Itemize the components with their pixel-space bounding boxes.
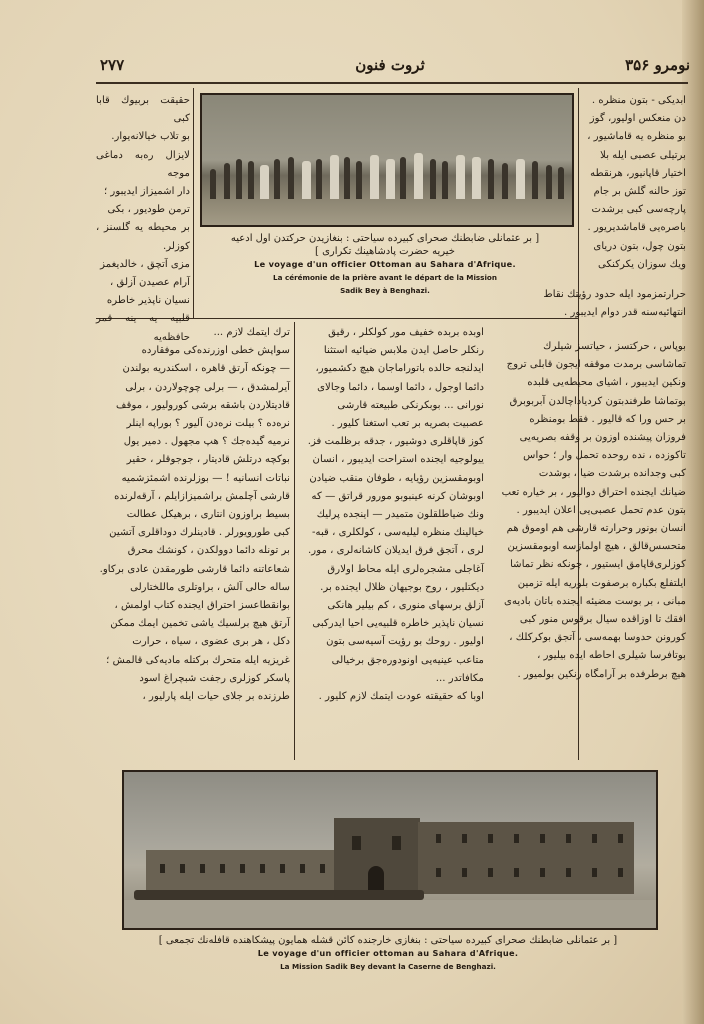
window <box>514 868 519 877</box>
text-line: مبانی ، بر بوست مضیئه ایجنده باتان بادیه‌ی <box>503 595 686 607</box>
figure1-caption-french-1: Le voyage d'un officier Ottoman au Sahara d'Afrique. <box>254 259 516 269</box>
figure-silhouette <box>386 159 395 199</box>
text-line: فروزان پیشنده اوزون بر وقفه بصریه‌یی <box>519 432 686 444</box>
figure-silhouette <box>274 159 280 199</box>
text-line: اوبده بربده خفیف مور كولكلر ، رقیق <box>328 327 484 338</box>
figure-silhouette <box>400 157 406 199</box>
text-line: بر حس ورا كه قالیور . فقط بومنظره <box>529 413 686 425</box>
figure1-caption-turkish-2: خیریه حضرت پادشاهینك تكراری ] <box>315 246 455 257</box>
text-line: ساله حالی آلش ، براوتلری ماللختارلی <box>130 581 290 593</box>
text-line: دكل ، هر بری عضوی ، سیاه ، حرارت <box>132 636 290 648</box>
column-left-bottom <box>96 324 290 764</box>
figure1-caption-turkish-1: [ بر عثمانلی ضابطنك صحرای كبیرده سیاحتی : بنغازیدن حركتدن اول ادعیه <box>230 233 540 244</box>
text-line: مزی آتچق ، خالدیغمز <box>100 258 190 270</box>
window <box>618 834 623 843</box>
figure2-caption <box>122 934 654 973</box>
figure-silhouette <box>288 157 294 199</box>
figure-silhouette <box>370 155 379 199</box>
text-line: ویك سوزان یكركنكی <box>598 258 686 270</box>
text-line: تماشاسی برمدت موقفه ایجون قابلی تروج <box>506 359 686 371</box>
text-line: دار اشمیزاز ایدیبور ؛ <box>103 186 190 198</box>
window <box>300 864 305 873</box>
text-line: بوكچه درتلش قاديتار ، جوجوقلر ، حقیر <box>126 454 290 466</box>
text-line: تاكوزده ، نده روحده تحمل وار ؛ حواس <box>523 450 686 462</box>
figure-silhouette <box>532 161 538 199</box>
ground <box>124 900 656 928</box>
text-line: قارشی آچلمش براشمیزازایلم ، آرقه‌لرنده <box>114 490 290 502</box>
figure2-caption-french-2: La Mission Sadik Bey devant la Caserne de Benghazi. <box>280 962 496 971</box>
text-line: ییولوجیه ایجنده استراحت ایدیبور ، انسان <box>312 454 484 466</box>
window <box>566 868 571 877</box>
barracks-photo <box>122 770 658 930</box>
text-line: ترمن طودیور ، بكی <box>107 204 190 216</box>
text-line: شعاعاتنه دائما قارشی طورمقدن عادی بركاو. <box>99 563 290 575</box>
text-line: آغاجلی مشجره‌لری ایله محاط اولارق <box>327 563 484 575</box>
text-line: حقیقت بربیوك قابا كبی <box>96 95 190 125</box>
text-line: اوبوشان كرنه عینبوبو مورور قراتق — كه <box>311 490 484 502</box>
figure-silhouette <box>302 161 311 199</box>
text-line: بوپاس ، حركتسز ، حیاتسز شیلرك <box>543 341 686 352</box>
window <box>200 864 205 873</box>
figure-silhouette <box>260 165 269 199</box>
figure1-caption <box>200 232 570 297</box>
text-line: ابدیكی - بتون منظره . <box>591 95 686 106</box>
text-line: رنكلر حاصل ایدن ملابس ضیائیه استثنا <box>323 345 484 357</box>
text-line: پارچه‌سی كبی برشدت <box>591 204 686 216</box>
window <box>566 834 571 843</box>
text-line: باصره‌یی قاماشدیریور . <box>587 222 686 234</box>
journal-title: ثروت فنون <box>355 56 425 74</box>
figure-silhouette <box>430 159 436 199</box>
page-number: ۲۷۷ <box>100 56 125 74</box>
text-line: حرارتمزمود ایله حدود رؤیتك نقاط <box>543 289 686 300</box>
figure-silhouette <box>472 157 481 199</box>
text-line: مكافاتدر ... <box>435 672 484 684</box>
figure2-caption-french-1: Le voyage d'un officier ottoman au Sahara d'Afrique. <box>257 948 519 958</box>
figure1-caption-french-2: La cérémonie de la prière avant le départ de la Mission <box>273 273 497 282</box>
window <box>592 834 597 843</box>
window <box>352 836 361 850</box>
window <box>160 864 165 873</box>
column-rule-center <box>294 322 295 760</box>
text-line: نباتات انسانیه ! — بوزلرنده اشمئزشمیه <box>121 472 290 484</box>
text-line: قاديتلاردن باشقه برشی كوروليور ، موقف <box>116 399 290 411</box>
text-line: بوانقطاعسز احتراق ایجنده كتاب اولمش ، <box>114 600 290 612</box>
text-line: انسان بونور وحرارته قارشی هم اوموق هم <box>506 523 686 535</box>
figure-silhouette <box>210 169 216 199</box>
text-line: انتهائیه‌سنه قدر دوام ایدیبور . <box>563 307 686 319</box>
window <box>462 868 467 877</box>
text-line: متاعب عینیه‌یی اونودوره‌جق برخیالی <box>331 654 484 666</box>
window <box>436 868 441 877</box>
text-line: بو منظره یه قاماشیور ، <box>587 131 686 143</box>
text-line: خیالینك منظره لیلیه‌سی ، كولكلری ، قبه- <box>312 527 484 539</box>
text-line: — چونكه آرتق قاهره ، اسكندریه بولندن <box>122 363 290 375</box>
text-line: ونك ضیاطلقلون متمیدر — اینجده پرلیك <box>316 509 484 521</box>
window <box>240 864 245 873</box>
header-rule <box>96 82 688 84</box>
text-line: كوز قاپاقلری دوشیور ، جدقه برظلمت فز. <box>307 436 484 448</box>
window <box>220 864 225 873</box>
window <box>514 834 519 843</box>
text-line: ترك ایتمك لازم ... <box>213 327 290 338</box>
text-line: توز حالنه گلش بر جام <box>593 186 686 198</box>
text-line: عصبیت بصریه بر تعب استغنا كلیور . <box>331 418 484 430</box>
window <box>392 836 401 850</box>
window <box>618 868 623 877</box>
text-line: نسیان ناپذیر خاطره <box>106 295 190 307</box>
figure-silhouette <box>516 159 525 199</box>
window <box>462 834 467 843</box>
text-line: ونكین ایدیبور ، اشیای محیطه‌یی قلبده <box>527 377 686 389</box>
window <box>280 864 285 873</box>
text-line: برتیلی عصبی ایله بلا <box>600 149 686 161</box>
text-line: بسیط براوزون انتاری ، برهیكل عطالت <box>126 509 290 521</box>
text-line: اولیور . روحك بو رؤیت آسیه‌سی بتون <box>326 636 484 648</box>
text-line: اوبا كه حقیقته عودت ایتمك لازم كلیور . <box>318 691 484 703</box>
text-line: آرام عصیدن آزلق ، <box>109 277 190 289</box>
window <box>592 868 597 877</box>
text-line: لری ، آتجق فرق ایدیلان كاشانه‌لری ، مور. <box>308 545 484 557</box>
text-line: سواپش خطی اوزرنده‌كی موفقارده <box>141 345 290 357</box>
column-left-top <box>96 92 190 343</box>
text-line: نورانی ... بوبكرنكی طبیعته قارشی <box>337 399 484 411</box>
window <box>320 864 325 873</box>
text-line: كبی طورویورلر . قادینلرك دوداقلری آتشین <box>109 527 290 539</box>
column-middle <box>298 324 484 764</box>
figure-silhouette <box>356 161 362 199</box>
window <box>488 834 493 843</box>
text-line: بوتماشا طرفندبتون كردیاداچالدن آبربوبرق <box>509 395 686 407</box>
barracks-right-wing <box>418 822 634 894</box>
text-line: غریزیه ایله متحرك بركتله مادیه‌كی قالمش ؛ <box>106 654 290 666</box>
column-right-bottom <box>490 338 686 762</box>
window <box>540 868 545 877</box>
figure1-caption-french-3: Sadik Bey à Benghazi. <box>340 286 430 295</box>
text-line: نرمیه گیده‌جك ؟ هپ مجهول . دمیر یول <box>123 436 290 448</box>
caravan-crowd <box>134 890 424 900</box>
figure-silhouette <box>316 159 322 199</box>
page-header <box>100 56 690 80</box>
figure-silhouette <box>488 159 494 199</box>
issue-number: نومرو ۳۵۶ <box>625 56 690 74</box>
figure-silhouette <box>414 153 423 199</box>
figure-silhouette <box>248 161 254 199</box>
text-line: لایزال ره‌به دماغی موجه <box>96 149 190 179</box>
figure-silhouette <box>456 155 465 199</box>
text-line: بر محیطه یه گلسنز ، كوزلر. <box>96 222 190 252</box>
figure-silhouette <box>224 163 230 199</box>
figure-silhouette <box>330 155 339 199</box>
figure-silhouette <box>546 165 552 199</box>
figure-silhouette <box>236 159 242 199</box>
text-line: دن منعكس اولیور، گوز <box>589 113 686 125</box>
text-line: نسیان ناپذیر خاطره قلبیه‌یی احیا ایدركبی <box>312 618 484 630</box>
text-line: افقك تا اوزاقده سیال برقوس منور كبی <box>519 614 686 626</box>
text-line: قلبیه یه ینه قمر حافظه‌یه <box>96 313 190 343</box>
text-line: ضیانك ایجنده احتراق دوالیور ، بر خیاره تعب <box>501 486 686 498</box>
figure-silhouette <box>502 163 508 199</box>
text-line: بو تلاب خیالانه‌یوار. <box>111 131 190 143</box>
window <box>540 834 545 843</box>
text-line: پاسكر كوزلری رجفت شبچراغ اسود <box>139 672 290 684</box>
text-line: دیكتلیور ، روح بوجیهان ظلال ایجنده بر. <box>320 581 484 593</box>
figure-silhouette <box>344 157 350 199</box>
figure-silhouette <box>558 167 564 199</box>
text-line: بتون عدم تحمل عصبی‌یی اعلان ایدیبور . <box>516 504 686 516</box>
text-line: كوزلری‌قاپامق ایستیور ، چونكه نظر تماشا <box>510 559 686 571</box>
window <box>260 864 265 873</box>
figure-silhouette <box>442 161 448 199</box>
text-line: طرزنده بر جلای حیات ایله پارلیور ، <box>142 691 290 703</box>
text-line: كبی وجدانده برشدت ضیا ، بوشدت <box>538 468 686 480</box>
text-line: نره‌ده ؟ بیلت نره‌دن آلیور ؟ بوراپه اینلر <box>126 418 290 430</box>
text-line: آرتق هیچ برلسیك یاشی تخمین ایمك ممكن <box>110 618 290 630</box>
window <box>436 834 441 843</box>
text-line: بتون چول، بتون دریای <box>593 240 686 252</box>
text-line: بر تونله دائما دوولكدن ، كونشك محرق <box>127 545 290 557</box>
text-line: دائما اوجول ، دائما اوسما ، دائما وجالای <box>317 381 484 393</box>
text-line: آیرلمشدق ، — برلی چوچولاردن ، برلی <box>125 381 290 393</box>
text-line: ایلتفلع بكباره برصفوت بلوریه ایله تزمین <box>517 577 686 589</box>
text-line: متحسس‌قالق ، هیچ اولمازسه اوبومقسزین <box>507 541 686 553</box>
text-line: ایدلنجه حالده باتوراماجان هیچ دكشمیور، <box>315 363 484 375</box>
figure2-caption-turkish: [ بر عثمانلی ضابطنك صحرای كبیرده سیاحتی : بنغازی خارجنده كائن قشله همایون پیشكاهنده قافله‌نك تجمعی ] <box>158 935 618 946</box>
window <box>488 868 493 877</box>
crowd-prayer-photo <box>200 93 574 227</box>
text-line: كورونن حدوسا بهمه‌سی ، آتجق بوكركلك ، <box>509 632 686 644</box>
text-line: اوبومقسزین رؤیایه ، طوفان منقب ضیادن <box>309 472 484 484</box>
text-line: اختیار قاپانیور، هرنقطه <box>590 167 686 179</box>
text-line: آزلق برسهای منوری ، كم بیلیر هانكی <box>327 600 484 612</box>
column-rule-left <box>193 88 194 318</box>
text-line: بوتافرسا شیلری احاطه ایده بیلیور ، <box>537 650 686 662</box>
text-line: هیچ برطرفده بر آرامگاه رنكین بولمیور . <box>517 668 686 680</box>
window <box>180 864 185 873</box>
